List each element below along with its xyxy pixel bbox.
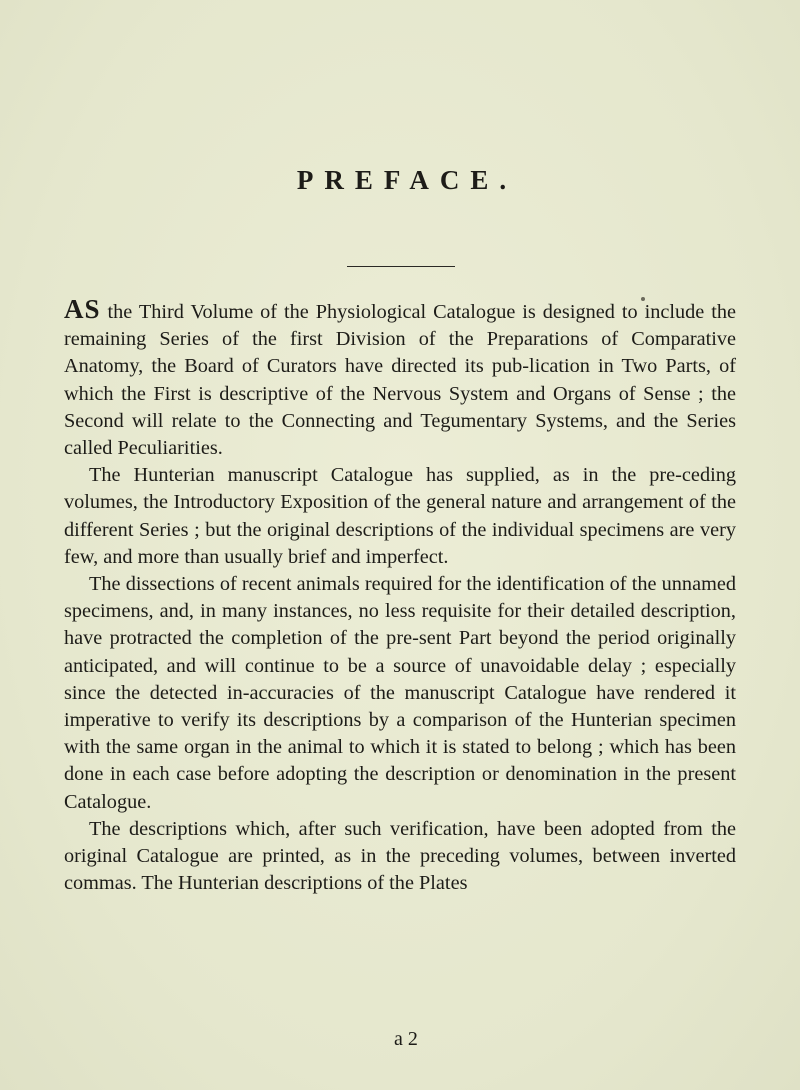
page-title: PREFACE. [296, 165, 518, 195]
paragraph-4: The descriptions which, after such verification, have been adopted from the original Catalogue are printed, as in the preceding volumes, between inverted commas. The Hunterian descriptions of the Plates [64, 817, 736, 895]
paragraph-2: The Hunterian manuscript Catalogue has supplied, as in the pre-ceding volumes, the Introductory Exposition of the general nature and arrangement of the different Series ; but the original descriptions of the individual specimens are very few, and more than usually brief and imperfect. [64, 464, 736, 568]
title-rule [347, 266, 455, 267]
paragraph-1 [64, 296, 736, 462]
paragraph-3: The dissections of recent animals required for the identification of the unnamed specimens, and, in many instances, no less requisite for their detailed description, have protracted the completion of the pre-sent Part beyond the period originally anticipated, and will continue to be a source of unavoidable delay ; especially since the detected in-accuracies of the manuscript Catalogue have rendered it imperative to verify its descriptions by a comparison of the Hunterian specimen with the same organ in the animal to which it is stated to belong ; which has been done in each case before adopting the description or denomination in the present Catalogue. [64, 573, 736, 813]
preface-body [64, 296, 736, 897]
paragraph-1-text: the Third Volume of the Physiological Catalogue is designed to include the remaining Series of the first Division of the Preparations of Comparative Anatomy, the Board of Curators have directed its pub-lication in Two Parts, of which the First is descriptive of the Nervous System and Organs of Sense ; the Second will relate to the Connecting and Tegumentary Systems, and the Series called Peculiarities. [64, 301, 736, 460]
drop-cap: AS [64, 294, 101, 324]
signature-mark: a 2 [394, 1028, 418, 1050]
